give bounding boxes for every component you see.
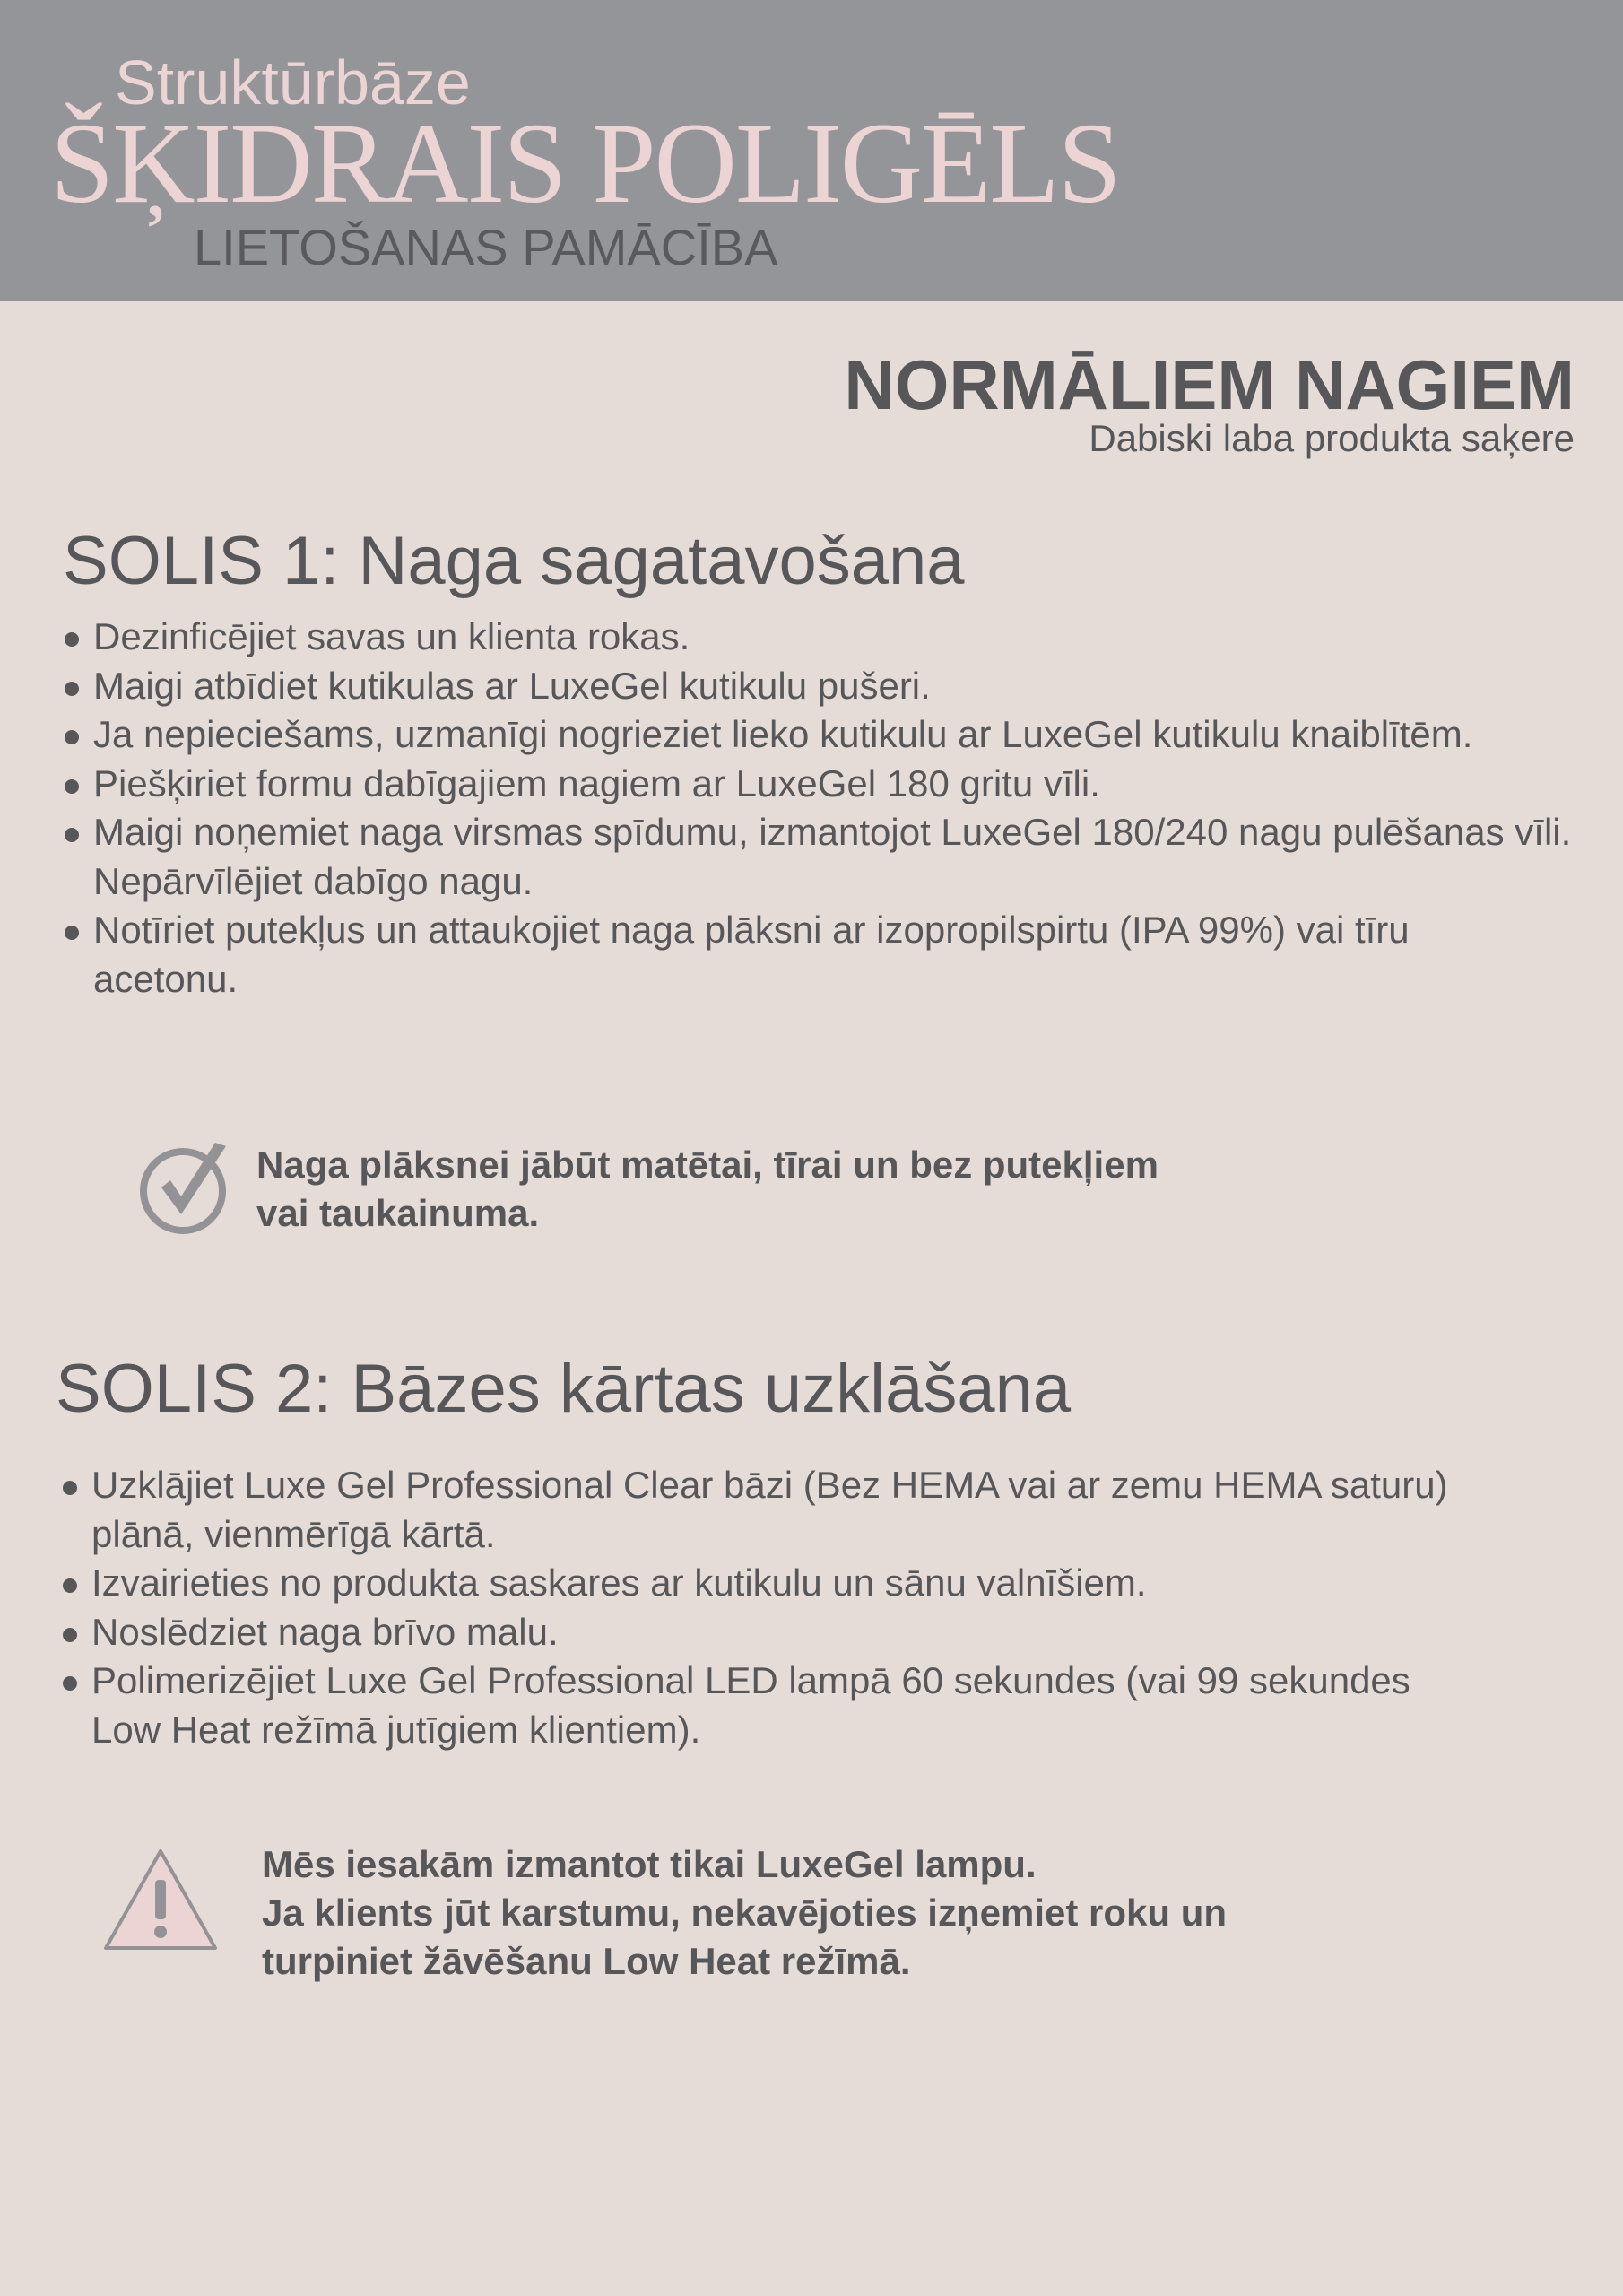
step2-warning	[262, 1840, 1227, 1986]
list-item: Notīriet putekļus un attaukojiet naga plāksni ar izopropilspirtu (IPA 99%) vai tīru acetonu.	[63, 906, 1474, 1004]
warning-line: Ja klients jūt karstumu, nekavējoties izņemiet roku un	[262, 1892, 1228, 1934]
instructions-subtitle: LIETOŠANAS PAMĀCĪBA	[194, 219, 778, 275]
list-item: Piešķiriet formu dabīgajiem nagiem ar LuxeGel 180 gritu vīli.	[63, 760, 1569, 809]
check-circle-icon	[136, 1135, 235, 1234]
step1-heading: SOLIS 1: Naga sagatavošana	[63, 523, 965, 599]
section-subtitle: Dabiski laba produkta saķere	[1089, 417, 1575, 459]
list-item: Maigi atbīdiet kutikulas ar LuxeGel kutikulu pušeri.	[63, 662, 1569, 711]
list-item: Dezinficējiet savas un klienta rokas.	[63, 613, 1569, 662]
step1-list	[63, 613, 1572, 1004]
warning-line: turpiniet žāvēšanu Low Heat režīmā.	[262, 1940, 911, 1982]
list-item: Noslēdziet naga brīvo malu.	[61, 1608, 1567, 1657]
header-banner	[0, 0, 1623, 301]
warning-triangle-icon	[100, 1846, 221, 1953]
warning-line: Mēs iesakām izmantot tikai LuxeGel lampu.	[262, 1843, 1037, 1885]
list-item: Izvairieties no produkta saskares ar kutikulu un sānu valnīšiem.	[61, 1559, 1567, 1608]
list-item: Maigi noņemiet naga virsmas spīdumu, izmantojot LuxeGel 180/240 nagu pulēšanas vīli. Nepārvīlējiet dabīgo nagu.	[63, 808, 1600, 906]
list-item: Ja nepieciešams, uzmanīgi nogrieziet lieko kutikulu ar LuxeGel kutikulu knaiblītēm.	[63, 710, 1492, 760]
step1-note	[256, 1141, 1159, 1238]
list-item: Polimerizējiet Luxe Gel Professional LED lampā 60 sekundes (vai 99 sekundes Low Heat režīmā jutīgiem klientiem).	[61, 1657, 1472, 1754]
product-name-title: ŠĶIDRAIS POLIGĒLS	[50, 100, 1120, 227]
list-item: Uzklājiet Luxe Gel Professional Clear bāzi (Bez HEMA vai ar zemu HEMA saturu) plānā, vienmērīgā kārtā.	[61, 1461, 1544, 1559]
section-title: NORMĀLIEM NAGIEM	[844, 345, 1575, 424]
product-category-title: Struktūrbāze	[115, 48, 471, 117]
note-line: vai taukainuma.	[256, 1192, 540, 1234]
step2-list	[61, 1461, 1567, 1754]
step2-heading: SOLIS 2: Bāzes kārtas uzklāšana	[56, 1351, 1072, 1427]
note-line: Naga plāksnei jābūt matētai, tīrai un bez putekļiem	[256, 1144, 1159, 1186]
